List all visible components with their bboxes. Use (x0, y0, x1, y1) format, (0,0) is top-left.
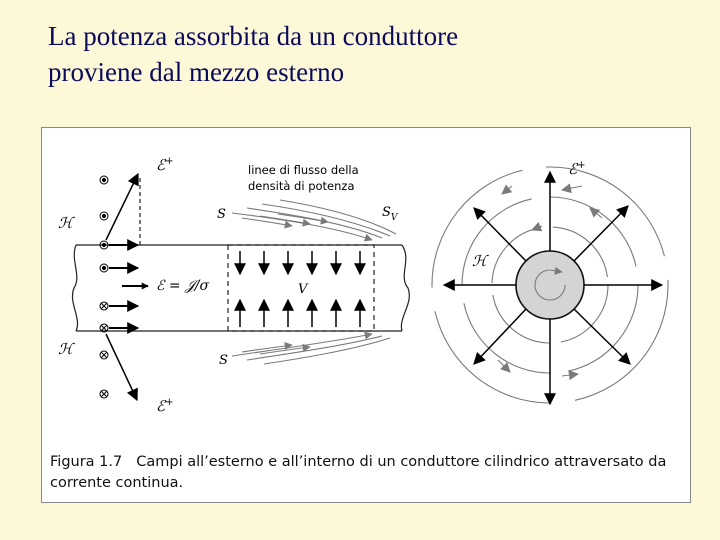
equation-label: ℰ = 𝒥/σ (156, 278, 210, 294)
label-E-right: ℰ+ (568, 160, 586, 178)
flux-caption-line-2: densità di potenza (248, 179, 355, 193)
conductor-field-diagram (42, 128, 690, 502)
conductor-side-view (58, 156, 409, 415)
caption-label: Figura 1.7 (50, 454, 123, 470)
label-S-bottom: S (219, 353, 228, 368)
conductor-cross-section (432, 160, 668, 404)
E-field-line-top (106, 174, 138, 240)
label-V: V (298, 282, 308, 297)
flux-arrows-top (240, 251, 360, 274)
field-out-symbols (100, 176, 108, 272)
power-flux-lines-top (232, 200, 396, 240)
E-field-line-bottom (106, 334, 137, 400)
flux-arrows-bottom (240, 300, 360, 327)
label-H-bottom: ℋ (58, 340, 73, 358)
caption-text-line-1: Campi all’esterno e all’interno di un conduttore cilindrico attraversato da (136, 454, 667, 470)
power-flux-lines-bottom (232, 334, 390, 364)
label-H-top: ℋ (58, 214, 73, 232)
label-E-bottom: ℰ+ (156, 397, 174, 415)
label-H-right: ℋ (472, 252, 487, 270)
slide-title-line-2: proviene dal mezzo esterno (48, 57, 345, 87)
conductor-disk-outer (516, 251, 584, 319)
flux-caption-line-1: linee di flusso della (248, 163, 359, 177)
conductor-right-break (401, 245, 409, 331)
field-in-symbols (100, 302, 108, 398)
caption-text-line-2: corrente continua. (50, 475, 184, 491)
figure-caption (50, 452, 690, 494)
conductor-left-break (72, 245, 77, 331)
slide-title (48, 18, 688, 90)
label-SV: $S_V$ (382, 205, 398, 223)
label-E-top: ℰ+ (156, 156, 174, 174)
caption-line-1 (50, 452, 690, 473)
slide-title-line-1: La potenza assorbita da un conduttore (48, 21, 459, 51)
label-S-top: S (217, 207, 226, 222)
figure-panel (41, 127, 691, 503)
